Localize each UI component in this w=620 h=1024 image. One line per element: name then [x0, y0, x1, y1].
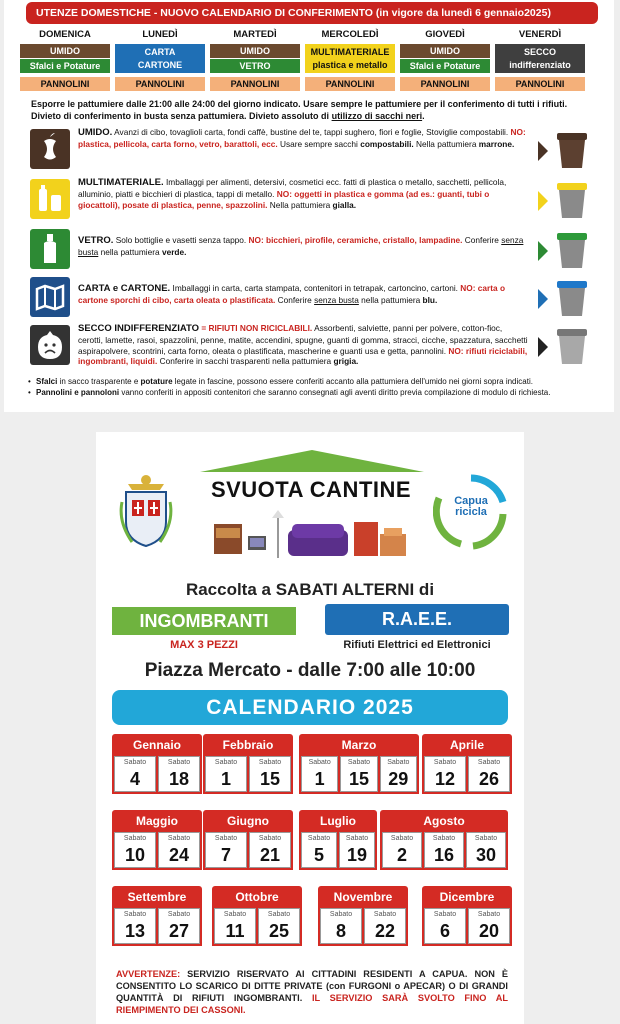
month-card: [318, 886, 408, 946]
saturday-date: [114, 832, 156, 868]
notice-end: .: [422, 110, 425, 121]
bin-text: Imballaggi in carta, carta stampata, contenitori in tetrapak, cartoncino, cartoni.: [172, 283, 458, 293]
warning-label: AVVERTENZE:: [116, 969, 181, 979]
weekday-label: Sabato: [308, 759, 331, 766]
bin-color: verde.: [161, 246, 187, 257]
month-name: Settembre: [112, 886, 202, 908]
day-number: 12: [434, 769, 456, 789]
day-number: 26: [478, 769, 500, 789]
capua-ricicla-logo: [433, 474, 509, 550]
bin-bold: compostabili.: [360, 138, 414, 149]
weekday-label: Sabato: [373, 911, 397, 918]
bin-subtitle: = RIFIUTI NON RICICLABILI.: [201, 323, 313, 333]
month-card: [203, 734, 293, 794]
warning-end: IL SERVIZIO SARÀ SVOLTO FINO AL RIEMPIMENTO DEI CASSONI.: [116, 993, 508, 1015]
weekday-label: Sabato: [123, 835, 147, 842]
roof-shape: [200, 450, 424, 472]
max-pieces: MAX 3 PEZZI: [170, 639, 238, 651]
weekday-label: Sabato: [258, 835, 282, 842]
weekday-label: Sabato: [329, 911, 353, 918]
saturday-date: [468, 908, 510, 944]
logo-text: [433, 496, 509, 518]
pill-sfalci: Sfalci e Potature: [400, 59, 490, 73]
month-days: [112, 756, 202, 794]
day-number: 24: [168, 845, 190, 865]
bin-description: [78, 127, 528, 150]
bin-tail: Nella pattumiera: [269, 199, 331, 210]
bin-after: Conferire in sacchi trasparenti nella pattumiera: [159, 356, 332, 367]
bin-no: NO: plastica, pellicola, carta forno, vetro, barattoli, ecc.: [78, 127, 526, 149]
bin-color: grigia.: [333, 356, 359, 367]
warning-body: SERVIZIO RISERVATO AI CITTADINI RESIDENTI A CAPUA. NON È CONSENTITO LO SCARICO DI DITTE PRIVATE (con FURGONI o APECAR) O DI GRANDI QUANTITÀ DI RIFIUTI INGOMBRANTI.: [116, 969, 508, 1003]
day-number: 13: [124, 921, 146, 941]
weekday-label: Sabato: [347, 759, 371, 766]
waste-calendar-card: [4, 0, 614, 412]
svuota-cantine-flyer: [96, 432, 524, 1024]
apple-core-icon: [30, 129, 70, 169]
pill-sfalci: Sfalci e Potature: [20, 59, 110, 73]
weekday-label: Sabato: [433, 759, 457, 766]
day-number: 22: [374, 921, 396, 941]
arrow-icon: [538, 289, 548, 309]
day-column-mercoledi: [305, 28, 395, 91]
day-number: 1: [220, 769, 231, 789]
weekday-label: Sabato: [387, 759, 410, 766]
bin-no: NO: carta o cartone sporchi di cibo, carta oleata o plastificata.: [78, 283, 506, 305]
bin-tail: nella pattumiera: [100, 246, 160, 257]
saturday-date: [468, 756, 510, 792]
day-name: DOMENICA: [39, 29, 91, 40]
month-days: [112, 832, 202, 870]
arrow-icon: [538, 141, 548, 161]
bin-description: [78, 235, 528, 258]
pill-umido: UMIDO: [210, 44, 300, 58]
month-name: Giugno: [203, 810, 293, 832]
month-days: [203, 756, 293, 794]
saturday-date: [424, 908, 466, 944]
flyer-subtitle: Raccolta a SABATI ALTERNI di: [185, 580, 435, 599]
saturday-date: [114, 756, 156, 792]
saturday-date: [424, 756, 466, 792]
notice-text: Esporre le pattumiere dalle 21:00 alle 24:00 del giorno indicato. Usare sempre le pattumiere per il conferimento di tutti i rifiuti. Divieto di conferimento in busta senza pattumiera. Divieto assoluto di: [31, 99, 568, 121]
day-number: 21: [259, 845, 281, 865]
calendar-title: CALENDARIO 2025: [112, 690, 508, 725]
month-name: Agosto: [380, 810, 508, 832]
saturday-date: [380, 756, 417, 792]
footnote-text: in sacco trasparente e: [59, 377, 139, 386]
bin-color: gialla.: [332, 199, 357, 210]
pill-umido: UMIDO: [20, 44, 110, 58]
bin-description: [78, 283, 528, 306]
footnote-text: legate in fascine, possono essere conferiti accanto alla pattumiera dell'umido nei giorni sopra indicati.: [174, 377, 533, 386]
day-number: 6: [439, 921, 450, 941]
city-crest-icon: [118, 472, 174, 552]
saturday-date: [249, 756, 291, 792]
weekday-label: Sabato: [477, 911, 501, 918]
day-number: 29: [388, 769, 409, 789]
weekday-label: Sabato: [214, 835, 238, 842]
exposure-notice: [31, 99, 597, 122]
footnotes: [28, 376, 600, 398]
bin-after: Usare sempre sacchi: [279, 138, 358, 149]
day-number: 1: [314, 769, 325, 789]
month-days: [203, 832, 293, 870]
saturday-date: [205, 832, 247, 868]
saturday-date: [424, 832, 464, 868]
month-name: Aprile: [422, 734, 512, 756]
blue-bin-icon: [554, 277, 590, 319]
month-name: Gennaio: [112, 734, 202, 756]
ingombranti-badge: INGOMBRANTI: [112, 607, 296, 635]
weekday-label: Sabato: [123, 759, 147, 766]
bin-title: VETRO.: [78, 235, 114, 246]
month-days: [112, 908, 202, 946]
day-number: 27: [168, 921, 190, 941]
footnote-bold: Sfalci: [36, 377, 58, 386]
month-card: [112, 734, 202, 794]
saturday-date: [301, 832, 337, 868]
month-days: [422, 908, 512, 946]
day-column-lunedi: [115, 28, 205, 91]
month-card: [212, 886, 302, 946]
month-name: Dicembre: [422, 886, 512, 908]
pill-pannolini: PANNOLINI: [20, 77, 110, 91]
month-card: [380, 810, 508, 870]
day-number: 4: [129, 769, 140, 789]
weekday-label: Sabato: [432, 835, 456, 842]
bin-row-vetro: [28, 227, 600, 275]
grey-bin-icon: [554, 325, 590, 367]
place-time: Piazza Mercato - dalle 7:00 alle 10:00: [144, 660, 476, 681]
month-card: [112, 810, 202, 870]
day-number: 20: [478, 921, 500, 941]
pill-umido: UMIDO: [400, 44, 490, 58]
day-column-giovedi: [400, 28, 490, 91]
day-number: 18: [168, 769, 190, 789]
pill-pannolini: PANNOLINI: [115, 77, 205, 91]
bin-after: Conferire: [464, 235, 499, 245]
month-name: Luglio: [299, 810, 377, 832]
bin-no: NO: bicchieri, pirofile, ceramiche, cristallo, lampadine.: [248, 235, 463, 245]
month-name: Febbraio: [203, 734, 293, 756]
raee-subtitle: Rifiuti Elettrici ed Elettronici: [343, 639, 491, 651]
day-name: LUNEDÌ: [142, 29, 178, 40]
month-days: [299, 832, 377, 870]
day-number: 25: [268, 921, 290, 941]
weekday-label: Sabato: [474, 835, 498, 842]
day-number: 7: [220, 845, 231, 865]
weekday-label: Sabato: [167, 759, 191, 766]
weekday-label: Sabato: [345, 835, 369, 842]
day-name: VENERDÌ: [518, 29, 562, 40]
arrow-icon: [538, 241, 548, 261]
bin-tail: nella pattumiera: [361, 294, 421, 305]
bin-row-multimateriale: [28, 177, 600, 225]
pill-line: indifferenziato: [509, 59, 571, 70]
arrow-icon: [538, 337, 548, 357]
day-column-martedi: [210, 28, 300, 91]
logo-line: Capua: [454, 495, 488, 507]
weekday-label: Sabato: [390, 835, 414, 842]
day-number: 11: [225, 921, 245, 941]
furniture-illustration-icon: [208, 510, 414, 562]
weekday-label: Sabato: [167, 911, 191, 918]
month-name: Ottobre: [212, 886, 302, 908]
notice-underline: utilizzo di sacchi neri: [331, 110, 423, 121]
weekday-label: Sabato: [167, 835, 191, 842]
bin-description: [78, 177, 528, 210]
saturday-date: [114, 908, 156, 944]
day-column-domenica: [20, 28, 110, 91]
saturday-date: [301, 756, 338, 792]
bin-underline: senza busta: [78, 235, 524, 257]
saturday-date: [158, 756, 200, 792]
pill-line: plastica e metallo: [312, 59, 388, 70]
bottle-can-icon: [30, 179, 70, 219]
day-number: 30: [475, 845, 497, 865]
day-name: MERCOLEDÌ: [321, 29, 379, 40]
bin-text: Solo bottiglie e vasetti senza tappo.: [115, 235, 247, 245]
bin-underline: senza busta: [314, 294, 359, 305]
bin-no: NO: oggetti in plastica e gomma (ad es.: guanti, tubi o giocattoli), posate di plastica, penne, spazzolini.: [78, 188, 490, 210]
arrow-icon: [538, 191, 548, 211]
day-number: 5: [313, 845, 324, 865]
month-days: [212, 908, 302, 946]
bin-row-secco: [28, 323, 600, 371]
saturday-date: [320, 908, 362, 944]
flyer-title: SVUOTA CANTINE: [210, 477, 412, 502]
bin-row-carta: [28, 275, 600, 323]
saturday-date: [340, 756, 377, 792]
pill-line: MULTIMATERIALE: [310, 47, 390, 57]
bin-text: Avanzi di cibo, tovaglioli carta, fondi caffè, bustine del te, tappi sughero, fiori e foglie, Stoviglie compostabili.: [114, 127, 509, 137]
bin-title: MULTIMATERIALE.: [78, 177, 164, 188]
bin-color: marrone.: [478, 138, 515, 149]
sad-face-bag-icon: [30, 325, 70, 365]
weekday-label: Sabato: [477, 759, 501, 766]
saturday-date: [158, 908, 200, 944]
pill-line: CARTA: [144, 47, 176, 57]
bin-title: CARTA e CARTONE.: [78, 283, 171, 294]
day-number: 15: [348, 769, 369, 789]
bin-text: Imballaggi per alimenti, detersivi, cosmetici ecc. fatti di plastica o metallo, sacchetti, pellicola, alluminio, piatti e bicchieri di plastica, tappi di metallo.: [78, 177, 507, 199]
footnote-text: vanno conferiti in appositi contenitori che saranno consegnati agli aventi diritto previa compilazione di modulo di richiesta.: [121, 388, 551, 397]
pill-pannolini: PANNOLINI: [495, 77, 585, 91]
month-card: [422, 886, 512, 946]
month-card: [203, 810, 293, 870]
saturday-date: [258, 908, 300, 944]
logo-line: ricicla: [455, 506, 487, 518]
month-card: [299, 734, 419, 794]
saturday-date: [382, 832, 422, 868]
saturday-date: [364, 908, 406, 944]
month-days: [299, 756, 419, 794]
month-card: [299, 810, 377, 870]
bin-row-umido: [28, 127, 600, 175]
glass-bottle-icon: [30, 229, 70, 269]
bin-no: NO: rifiuti riciclabili, ingombranti, liquidi.: [78, 345, 528, 367]
pill-pannolini: PANNOLINI: [210, 77, 300, 91]
month-days: [422, 756, 512, 794]
weekday-label: Sabato: [433, 911, 457, 918]
saturday-date: [214, 908, 256, 944]
footnote-bold: potature: [140, 377, 173, 386]
pill-line: CARTONE: [137, 59, 183, 70]
day-number: 10: [124, 845, 146, 865]
saturday-date: [339, 832, 375, 868]
day-number: 8: [335, 921, 346, 941]
footnote-pannolini: [28, 387, 600, 398]
day-number: 19: [346, 845, 368, 865]
footnote-sfalci: [28, 376, 600, 387]
weekday-label: Sabato: [223, 911, 247, 918]
weekday-label: Sabato: [214, 759, 238, 766]
bin-title: UMIDO.: [78, 127, 113, 138]
weekday-label: Sabato: [307, 835, 331, 842]
calendar-header: UTENZE DOMESTICHE - NUOVO CALENDARIO DI CONFERIMENTO (in vigore da lunedì 6 gennaio2025): [26, 2, 598, 24]
pill-carta-cartone: [115, 44, 205, 73]
footnote-bold: Pannolini e pannoloni: [36, 388, 120, 397]
pill-pannolini: PANNOLINI: [305, 77, 395, 91]
weekday-label: Sabato: [267, 911, 291, 918]
bin-tail: Nella pattumiera: [416, 138, 477, 149]
day-number: 16: [433, 845, 455, 865]
bin-text: Assorbenti, salviette, panni per polvere, cotton-fioc, cerotti, lamette, rasoi, spazzolini, penne, matite, accendini, spugne, guanti di gomma, stracci, cicche, spazzatura, sacchetti aspirapolvere, scontrini, carta forno, oleata o plastificata, mascherine e guanti usa e getta, pannolini.: [78, 323, 528, 356]
day-column-venerdi: [495, 28, 585, 91]
weekday-label: Sabato: [258, 759, 282, 766]
saturday-date: [249, 832, 291, 868]
green-bin-icon: [554, 229, 590, 271]
brown-bin-icon: [554, 129, 590, 171]
bin-title: SECCO INDIFFERENZIATO: [78, 323, 200, 334]
pill-line: SECCO: [523, 47, 556, 57]
saturday-date: [466, 832, 506, 868]
day-number: 15: [259, 769, 281, 789]
month-days: [380, 832, 508, 870]
month-name: Maggio: [112, 810, 202, 832]
month-name: Novembre: [318, 886, 408, 908]
day-number: 2: [396, 845, 407, 865]
saturday-date: [158, 832, 200, 868]
day-name: GIOVEDÌ: [425, 29, 465, 40]
month-days: [318, 908, 408, 946]
yellow-bin-icon: [554, 179, 590, 221]
bin-description: [78, 323, 528, 367]
weekday-label: Sabato: [123, 911, 147, 918]
pill-multimateriale: [305, 44, 395, 73]
month-card: [112, 886, 202, 946]
day-name: MARTEDÌ: [233, 29, 277, 40]
month-card: [422, 734, 512, 794]
month-name: Marzo: [299, 734, 419, 756]
pill-vetro: VETRO: [210, 59, 300, 73]
paper-map-icon: [30, 277, 70, 317]
bin-after: Conferire: [277, 294, 312, 305]
bin-color: blu.: [422, 294, 438, 305]
pill-pannolini: PANNOLINI: [400, 77, 490, 91]
pill-secco: [495, 44, 585, 73]
warning-text: [116, 968, 508, 1016]
raee-badge: R.A.E.E.: [325, 604, 509, 635]
saturday-date: [205, 756, 247, 792]
